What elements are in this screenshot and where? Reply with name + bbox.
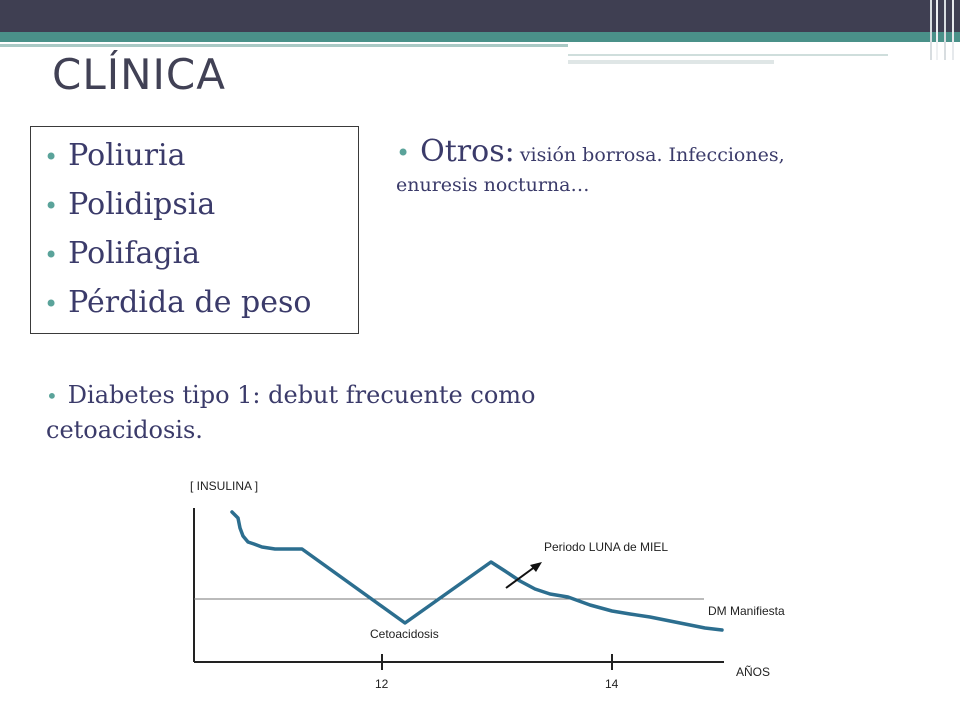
list-item <box>44 138 186 173</box>
bullet-icon: • <box>44 241 59 269</box>
bullet-icon: • <box>44 290 59 318</box>
x-axis-label: AÑOS <box>736 665 771 679</box>
list-item <box>44 285 311 320</box>
symptom-label: Pérdida de peso <box>68 285 312 320</box>
y-axis-label: [ INSULINA ] <box>190 479 259 493</box>
diabetes-text: Diabetes tipo 1: debut frecuente como cetoacidosis. <box>46 381 536 444</box>
list-item <box>44 187 215 222</box>
page-title: CLÍNICA <box>52 50 226 99</box>
header-white-block <box>568 42 888 52</box>
header-stripe-short <box>568 60 774 64</box>
header-stripe-thin <box>568 54 888 56</box>
header-stripe <box>0 32 960 42</box>
symptom-label: Polidipsia <box>68 187 216 222</box>
annotation-arrowhead <box>530 562 542 572</box>
otros-item <box>396 134 866 200</box>
header-vline <box>944 0 946 60</box>
header-vline <box>936 0 938 60</box>
insulin-chart <box>170 470 790 710</box>
bullet-icon: • <box>46 384 58 408</box>
diabetes-item <box>46 378 566 447</box>
annotation-luna-de-miel: Periodo LUNA de MIEL <box>544 540 669 554</box>
annotation-cetoacidosis: Cetoacidosis <box>370 627 439 641</box>
symptom-label: Polifagia <box>68 236 201 271</box>
annotation-arrow <box>506 566 536 588</box>
otros-label: Otros: <box>420 134 515 169</box>
bullet-icon: • <box>396 139 411 167</box>
header-stripe-light <box>0 44 570 47</box>
list-item <box>44 236 200 271</box>
otros-text: visión borrosa. Infecciones, enuresis nocturna… <box>396 144 785 196</box>
header-bar <box>0 0 960 32</box>
annotation-dm-manifiesta: DM Manifiesta <box>708 604 785 618</box>
bullet-icon: • <box>44 192 59 220</box>
x-tick-label: 14 <box>605 677 619 691</box>
symptom-label: Poliuria <box>68 138 186 173</box>
header-vline <box>930 0 932 60</box>
x-tick-label: 12 <box>375 677 389 691</box>
bullet-icon: • <box>44 143 59 171</box>
insulin-series-line <box>232 512 722 630</box>
header-vline <box>952 0 954 60</box>
